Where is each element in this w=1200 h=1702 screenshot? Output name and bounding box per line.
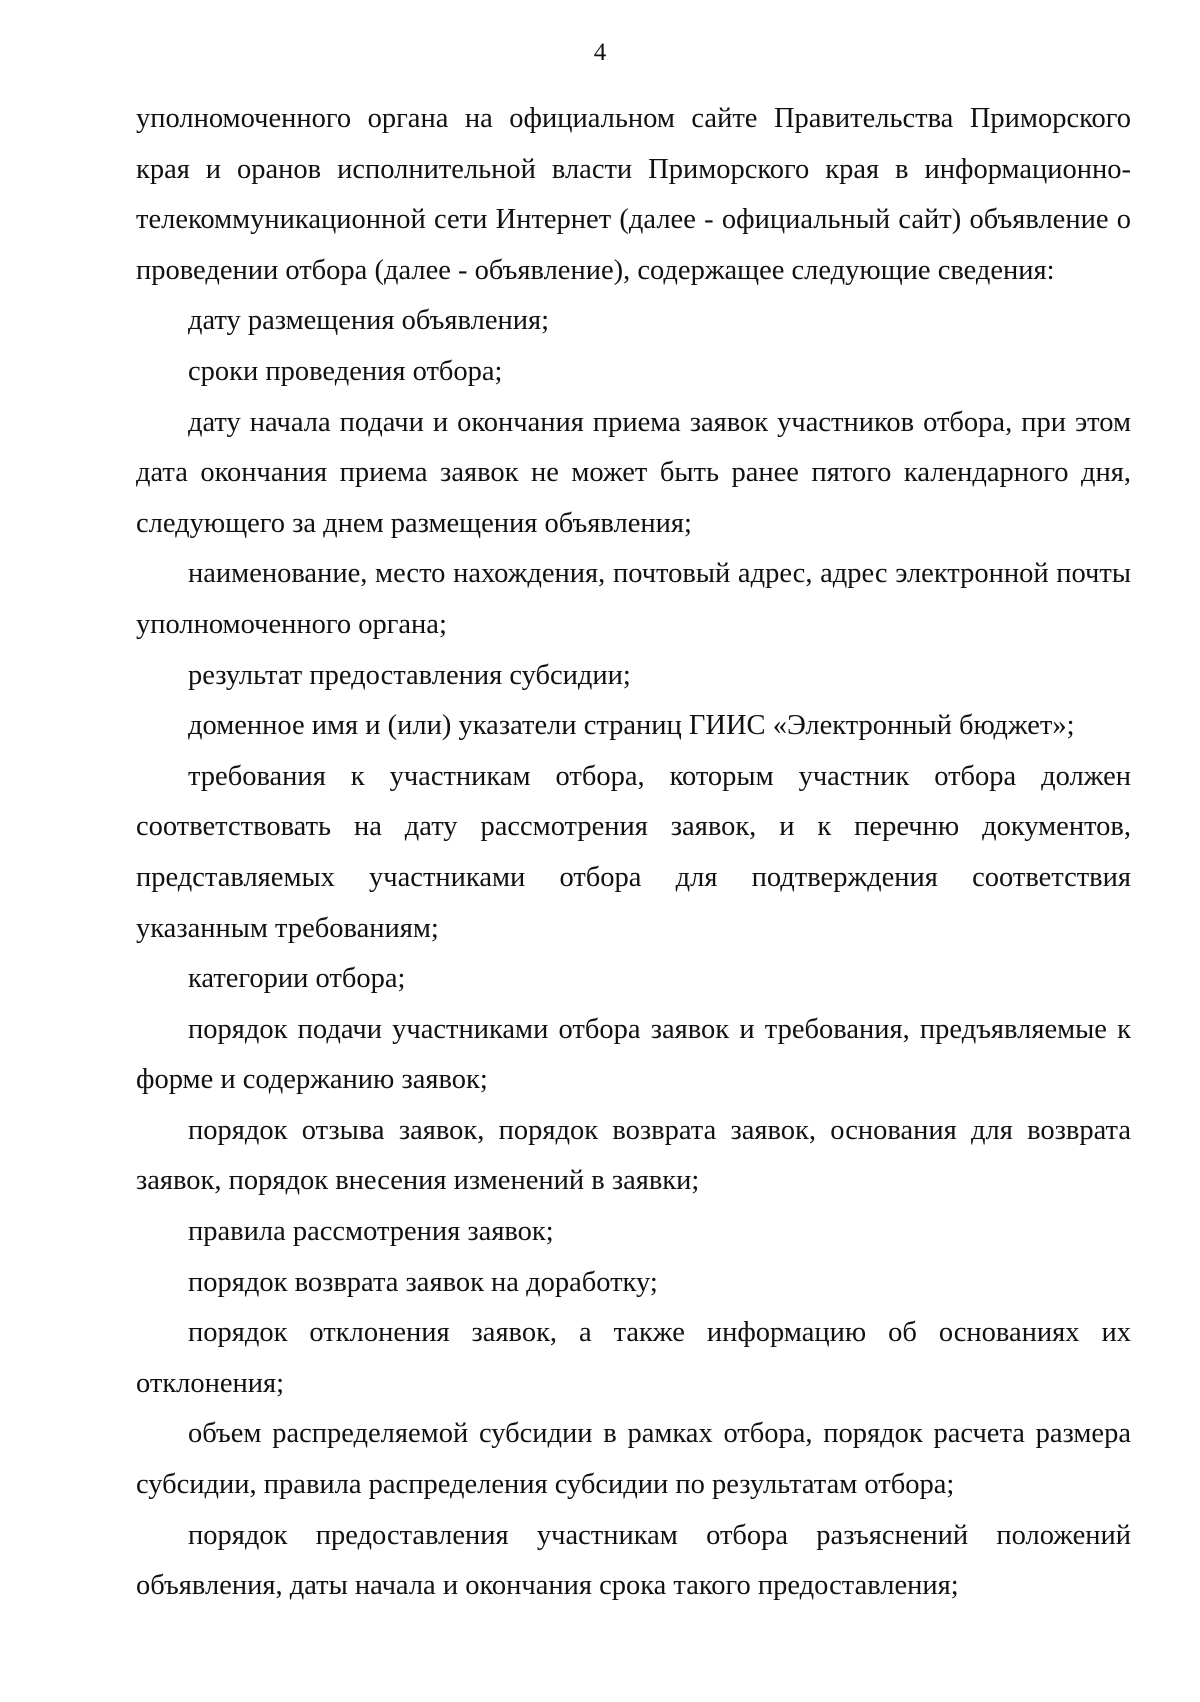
- list-item-domain-name: доменное имя и (или) указатели страниц ГИИС «Электронный бюджет»;: [188, 710, 1075, 742]
- list-item-publication-date: дату размещения объявления;: [188, 305, 550, 337]
- list-item-return-for-revision: порядок возврата заявок на доработку;: [188, 1266, 658, 1298]
- paragraph-announcement-intro: уполномоченного органа на официальном сайте Правительства Приморского края и оранов исполнительной власти Приморского края в информационно-телекоммуникационной сети Интернет (далее - официальный сайт) объявление о проведении отбора (далее - объявление), содержащее следующие сведения:: [136, 103, 1131, 286]
- page-number: 4: [593, 39, 607, 66]
- list-item-review-rules: правила рассмотрения заявок;: [188, 1216, 554, 1248]
- list-item-subsidy-result: результат предоставления субсидии;: [188, 659, 631, 691]
- list-item-application-dates: дату начала подачи и окончания приема заявок участников отбора, при этом дата окончания приема заявок не может быть ранее пятого календарного дня, следующего за днем размещения объявления;: [136, 406, 1131, 539]
- document-body: [136, 94, 1131, 1612]
- list-item-authority-contacts: наименование, место нахождения, почтовый адрес, адрес электронной почты уполномоченного органа;: [136, 558, 1131, 640]
- list-item-withdrawal-procedure: порядок отзыва заявок, порядок возврата заявок, основания для возврата заявок, порядок внесения изменений в заявки;: [136, 1114, 1131, 1197]
- list-item-rejection-procedure: порядок отклонения заявок, а также информацию об основаниях их отклонения;: [136, 1317, 1131, 1399]
- list-item-selection-period: сроки проведения отбора;: [188, 355, 503, 387]
- list-item-subsidy-volume: объем распределяемой субсидии в рамках отбора, порядок расчета размера субсидии, правила распределения субсидии по результатам отбора;: [136, 1418, 1131, 1501]
- list-item-participant-requirements: требования к участникам отбора, которым участник отбора должен соответствовать на дату рассмотрения заявок, и к перечню документов, представляемых участниками отбора для подтверждения соответствия указанным требованиям;: [136, 760, 1131, 944]
- list-item-clarifications: порядок предоставления участникам отбора разъяснений положений объявления, даты начала и окончания срока такого предоставления;: [136, 1519, 1131, 1602]
- list-item-submission-procedure: порядок подачи участниками отбора заявок и требования, предъявляемые к форме и содержанию заявок;: [136, 1013, 1131, 1096]
- list-item-selection-categories: категории отбора;: [188, 963, 406, 995]
